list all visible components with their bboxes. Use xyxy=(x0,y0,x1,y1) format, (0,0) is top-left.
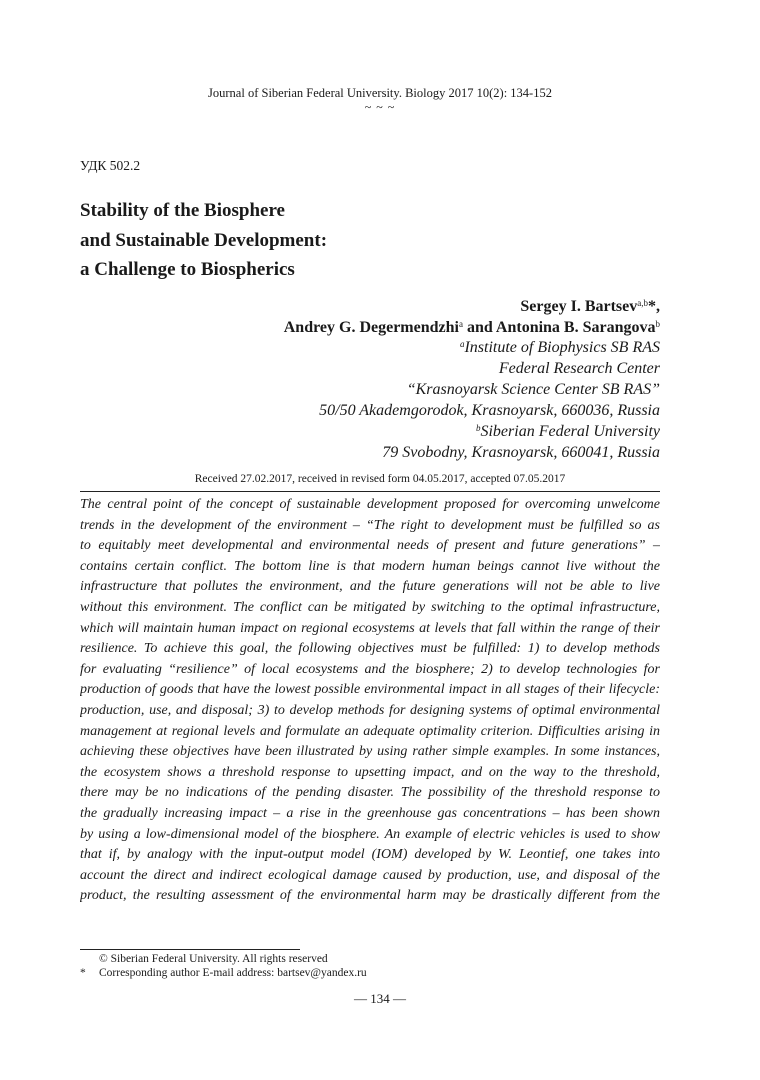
page-number: — 134 — xyxy=(354,991,406,1006)
abstract-line: which will maintain human impact on regional ecosystems at levels that fall within the range of their xyxy=(80,620,660,636)
abstract-line: management at regional levels and formulate an adequate optimality criterion. Difficulties arising in xyxy=(80,723,660,739)
title-line: Stability of the Biosphere xyxy=(80,200,285,221)
author-connector: and xyxy=(462,319,496,336)
abstract-line: resilience. To achieve this goal, the following objectives must be fulfilled: 1) to develop methods xyxy=(80,641,660,657)
abstract-line: infrastructure that pollutes the environment, and the future generations will not be able to live xyxy=(80,579,660,595)
abstract-line: the ecosystem shows a threshold response to upsetting impact, and on the way to the threshold, xyxy=(80,764,660,780)
author-name: Sergey I. Bartsev xyxy=(520,298,638,315)
title-line: a Challenge to Biospherics xyxy=(80,259,295,280)
abstract-line: for evaluating “resilience” of local ecosystems and the biosphere; 2) to develop technologies for xyxy=(80,661,660,677)
abstract-line: without this environment. The conflict can be mitigated by switching to the optimal infrastructure, xyxy=(80,599,660,615)
affiliation-text: Institute of Biophysics SB RAS xyxy=(464,339,660,356)
author-name: Andrey G. Degermendzhi xyxy=(283,319,459,336)
author-line-2 xyxy=(284,317,660,338)
abstract-line: the gradually increasing impact – a rise in the greenhouse gas concentrations – has been shown xyxy=(80,805,660,821)
footnote-star: * xyxy=(80,967,86,979)
title-line: and Sustainable Development: xyxy=(80,229,328,251)
author-affiliation-sup: b xyxy=(655,319,660,329)
affiliation-sup: a xyxy=(459,339,465,349)
abstract-line: that if, by analogy with the input-output model (IOM) developed by W. Leontief, one takes into xyxy=(80,847,660,863)
received-dates: Received 27.02.2017, received in revised form 04.05.2017, accepted 07.05.2017 xyxy=(194,473,566,485)
paper-title xyxy=(80,196,327,285)
corresponding-author-footnote: Corresponding author E-mail address: bartsev@yandex.ru xyxy=(99,967,367,979)
affiliation-line: “Krasnoyarsk Science Center SB RAS” xyxy=(406,381,660,398)
affiliation-line: 79 Svobodny, Krasnoyarsk, 660041, Russia xyxy=(382,444,660,461)
author-affiliation-sup: a xyxy=(458,319,463,329)
header-ornament: ~ ~ ~ xyxy=(364,100,396,114)
abstract-divider xyxy=(80,491,660,492)
author-list xyxy=(284,296,660,338)
affiliation-text: Siberian Federal University xyxy=(480,423,660,440)
abstract-line: contains certain conflict. The bottom line is that modern human beings cannot live without the xyxy=(80,558,660,574)
abstract-line: product, the resulting assessment of the environmental harm may be drastically different from the xyxy=(80,888,660,904)
corresponding-mark: *, xyxy=(648,298,660,315)
abstract-line: production, use, and disposal; 3) to develop methods for designing systems of optimal environmental xyxy=(80,702,660,718)
abstract-line: by using a low-dimensional model of the biosphere. An example of electric vehicles is used to show xyxy=(80,826,660,842)
journal-citation: Journal of Siberian Federal University. Biology 2017 10(2): 134-152 xyxy=(208,86,552,100)
author-affiliation-sup: a,b xyxy=(637,298,648,308)
udk-code: УДК 502.2 xyxy=(80,158,141,173)
affiliation-line: Federal Research Center xyxy=(498,360,660,377)
abstract-line: trends in the development of the environment – “The right to development must be fulfilled so as xyxy=(80,517,660,533)
abstract-line: achieving these objectives have been illustrated by using rather simple examples. In some instances, xyxy=(80,744,660,760)
abstract xyxy=(80,495,660,907)
abstract-line: The central point of the concept of sustainable development proposed for overcoming unwelcome xyxy=(80,497,660,512)
author-name: Antonina B. Sarangova xyxy=(495,319,656,336)
affiliation-line: 50/50 Akademgorodok, Krasnoyarsk, 660036, Russia xyxy=(319,402,660,419)
copyright-footnote: © Siberian Federal University. All rights reserved xyxy=(99,953,328,965)
abstract-line: account the direct and indirect ecological damage caused by production, use, and disposal of the xyxy=(80,867,660,883)
footnote-divider xyxy=(80,949,300,950)
abstract-line: there may be no indications of the pending disaster. The possibility of the threshold response to xyxy=(80,785,660,801)
affiliations xyxy=(319,337,660,463)
affiliation-line xyxy=(319,337,660,358)
affiliation-sup: b xyxy=(475,423,481,433)
abstract-line: to equitably meet developmental and environmental needs of present and future generations” – xyxy=(80,538,660,554)
affiliation-line xyxy=(319,421,660,442)
abstract-line: production of goods that have the lowest possible environmental impact in all stages of their lifecycle: xyxy=(80,682,660,698)
author-line-1 xyxy=(284,296,660,317)
